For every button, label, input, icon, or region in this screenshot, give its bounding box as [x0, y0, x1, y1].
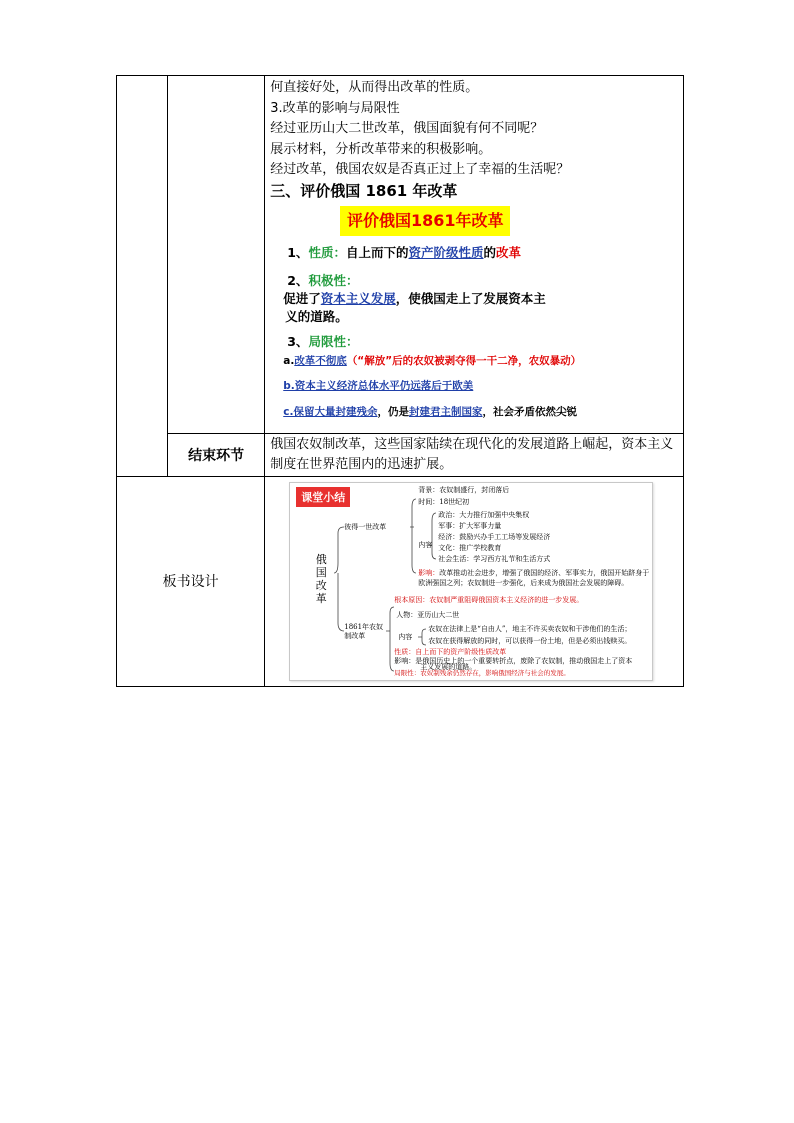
summary-diagram	[289, 482, 653, 681]
branch-2: 1861年农奴制改革	[344, 622, 384, 640]
process-line: 经过改革，俄国农奴是否真正过上了幸福的生活呢？	[270, 162, 570, 177]
ending-content-cell	[265, 433, 684, 476]
b1-time: 时间：18世纪初	[418, 497, 470, 506]
branch-1: 彼得一世改革	[344, 522, 387, 531]
b1-life: 社会生活：学习西方礼节和生活方式	[438, 554, 551, 563]
limit-c: c.保留大量封建残余，仍是封建君主制国家，社会矛盾依然尖锐	[283, 405, 577, 418]
process-content-cell	[265, 76, 684, 434]
limit-b: b.资本主义经济总体水平仍远落后于欧美	[283, 379, 474, 392]
b2-content-2: 农奴在获得解放的同时，可以获得一份土地，但是必须出钱赎买。	[428, 636, 632, 645]
b1-background: 背景：农奴制盛行，封闭落后	[418, 485, 510, 494]
b1-politics: 政治：大力推行加强中央集权	[438, 510, 530, 519]
board-label: 板书设计	[117, 476, 265, 686]
process-line: 何直接好处，从而得出改革的性质。	[270, 80, 479, 95]
positive-line-2: 义的道路。	[285, 308, 348, 324]
positive-heading: 2、积极性：	[287, 272, 359, 288]
limit-a: a.改革不彻底（“解放”后的农奴被剥夺得一干二净，农奴暴动）	[283, 354, 582, 367]
nature-line: 1、性质：自上而下的资产阶级性质的改革	[287, 244, 522, 260]
b2-impact-2: 主义发展的道路。	[420, 662, 477, 671]
b2-person: 人物：亚历山大二世	[396, 610, 460, 619]
ending-label: 结束环节	[168, 433, 265, 476]
section-heading: 三、评价俄国 1861 年改革	[270, 181, 458, 200]
board-content-cell	[265, 476, 684, 686]
b1-content-label: 内容	[418, 540, 433, 549]
lesson-plan-table	[116, 75, 684, 687]
slide-title: 评价俄国1861年改革	[340, 206, 510, 236]
b2-content-1: 农奴在法律上是“自由人”，地主不许买卖农奴和干涉他们的生活；	[428, 624, 632, 633]
b1-impact-2: 欧洲强国之列；农奴制进一步强化，后来成为俄国社会发展的障碍。	[418, 578, 629, 587]
b1-military: 军事：扩大军事力量	[438, 521, 502, 530]
diagram-root: 俄国改革	[315, 552, 327, 605]
empty-step-cell	[168, 76, 265, 434]
b2-impact-1: 影响：是俄国历史上的一个重要转折点，废除了农奴制，推动俄国走上了资本	[394, 656, 633, 665]
b1-economy: 经济：鼓励兴办手工工场等发展经济	[438, 532, 551, 541]
process-line: 经过亚历山大二世改革，俄国面貌有何不同呢？	[270, 121, 544, 136]
process-line: 3.改革的影响与局限性	[270, 100, 400, 116]
b2-nature: 性质：自上而下的资产阶级性质改革	[394, 647, 507, 656]
process-line: 展示材料，分析改革带来的积极影响。	[270, 141, 492, 157]
summary-tag: 课堂小结	[296, 487, 350, 507]
fundamental-cause: 根本原因：农奴制严重阻碍俄国资本主义经济的进一步发展。	[394, 595, 584, 604]
b2-content-label: 内容	[398, 632, 413, 641]
evaluation-slide	[265, 203, 683, 433]
b2-limitation: 局限性：农奴制残余仍然存在，影响俄国经济与社会的发展。	[394, 668, 570, 677]
empty-stage-cell	[117, 76, 168, 477]
b1-culture: 文化：推广学校教育	[438, 543, 502, 552]
limit-heading: 3、局限性：	[287, 333, 359, 349]
b1-impact: 影响：改革推动社会进步，增强了俄国的经济、军事实力，俄国开始跻身于	[418, 568, 650, 577]
positive-line-1: 促进了资本主义发展，使俄国走上了发展资本主	[283, 290, 546, 306]
ending-text: 俄国农奴制改革，这些国家陆续在现代化的发展道路上崛起，资本主义制度在世界范围内的迅速扩展。	[270, 436, 674, 472]
